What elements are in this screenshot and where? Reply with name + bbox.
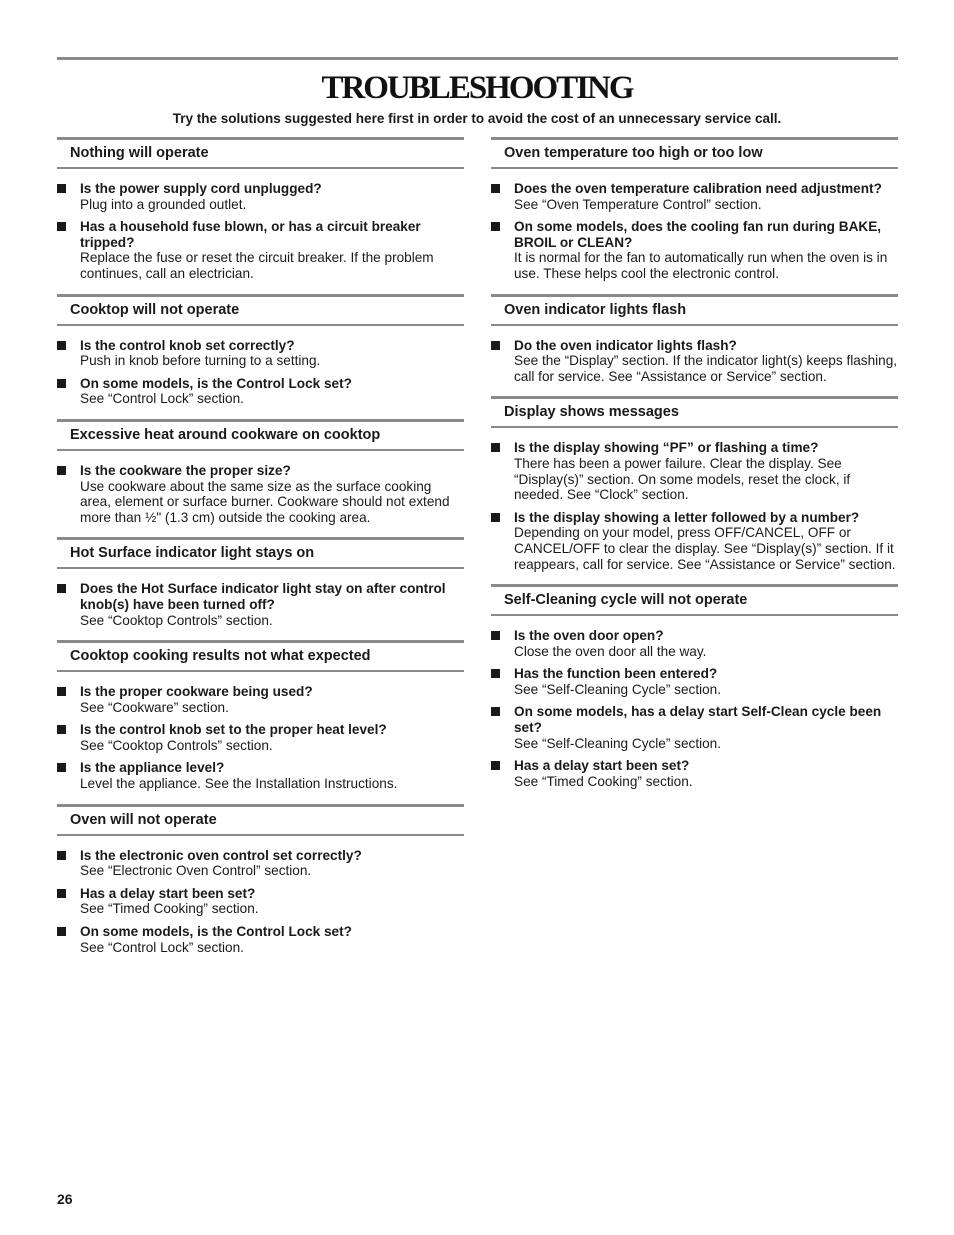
list-item (491, 219, 898, 281)
answer-text: See the “Display” section. If the indicator light(s) keeps flashing, call for service. See “Assistance or Service” section. (514, 353, 898, 384)
answer-text: See “Cooktop Controls” section. (80, 612, 273, 628)
question-text: On some models, is the Control Lock set? (80, 375, 352, 391)
answer-text: See “Self-Cleaning Cycle” section. (514, 681, 722, 697)
question-text: Is the display showing “PF” or flashing a time? (514, 440, 819, 456)
page-number: 26 (57, 1191, 73, 1207)
square-bullet-icon (57, 851, 66, 860)
question-text: Has a household fuse blown, or has a circuit breaker tripped? (80, 219, 421, 250)
answer-text: See “Timed Cooking” section. (514, 773, 693, 789)
list-item (491, 666, 898, 697)
answer-text: See “Control Lock” section. (80, 391, 244, 407)
square-bullet-icon (491, 631, 500, 640)
square-bullet-icon (57, 584, 66, 593)
answer-text: See “Cooktop Controls” section. (80, 737, 273, 753)
list-item (491, 510, 898, 572)
section-heading: Cooktop cooking results not what expected (57, 640, 464, 672)
list-item (491, 758, 898, 789)
top-rule (57, 57, 898, 60)
square-bullet-icon (491, 707, 500, 716)
left-column (57, 137, 464, 967)
square-bullet-icon (491, 443, 500, 452)
question-list (57, 463, 464, 525)
square-bullet-icon (57, 687, 66, 696)
section-heading: Oven will not operate (57, 804, 464, 836)
troubleshooting-section (57, 137, 464, 282)
list-item (491, 181, 898, 212)
list-item (57, 760, 464, 791)
question-list (57, 338, 464, 407)
section-heading: Excessive heat around cookware on cooktop (57, 419, 464, 451)
section-heading: Cooktop will not operate (57, 294, 464, 326)
troubleshooting-section (491, 584, 898, 789)
square-bullet-icon (57, 889, 66, 898)
question-list (57, 684, 464, 792)
question-list (57, 848, 464, 956)
square-bullet-icon (57, 466, 66, 475)
answer-text: See “Self-Cleaning Cycle” section. (514, 735, 722, 751)
square-bullet-icon (57, 184, 66, 193)
list-item (57, 463, 464, 525)
answer-text: Replace the fuse or reset the circuit breaker. If the problem continues, call an electrician. (80, 250, 434, 281)
section-heading: Display shows messages (491, 396, 898, 428)
troubleshooting-section (57, 294, 464, 407)
troubleshooting-section (57, 804, 464, 956)
section-heading: Oven temperature too high or too low (491, 137, 898, 169)
square-bullet-icon (491, 184, 500, 193)
question-text: On some models, does the cooling fan run during BAKE, BROIL or CLEAN? (514, 219, 882, 250)
question-text: Is the control knob set to the proper heat level? (80, 722, 387, 738)
answer-text: See “Control Lock” section. (80, 939, 244, 955)
troubleshooting-section (57, 419, 464, 525)
answer-text: Depending on your model, press OFF/CANCEL, OFF or CANCEL/OFF to clear the display. See “Display(s)” section. If it reappears, call for service. See “Assistance or Service” section. (514, 525, 896, 572)
list-item (491, 338, 898, 385)
square-bullet-icon (491, 761, 500, 770)
list-item (57, 219, 464, 281)
list-item (57, 376, 464, 407)
list-item (57, 581, 464, 628)
answer-text: See “Cookware” section. (80, 699, 229, 715)
question-text: Is the appliance level? (80, 760, 225, 776)
right-column (491, 137, 898, 801)
answer-text: Close the oven door all the way. (514, 643, 707, 659)
question-list (491, 440, 898, 572)
square-bullet-icon (57, 222, 66, 231)
list-item (57, 924, 464, 955)
list-item (57, 722, 464, 753)
question-list (491, 628, 898, 789)
question-text: Do the oven indicator lights flash? (514, 337, 737, 353)
list-item (491, 440, 898, 502)
question-text: Has a delay start been set? (80, 885, 256, 901)
answer-text: It is normal for the fan to automatically run when the oven is in use. These helps cool the electronic control. (514, 250, 888, 281)
list-item (491, 704, 898, 751)
answer-text: There has been a power failure. Clear the display. See “Display(s)” section. On some models, reset the clock, if needed. See “Clock” section. (514, 455, 851, 503)
question-text: Is the power supply cord unplugged? (80, 181, 322, 196)
list-item (57, 848, 464, 879)
troubleshooting-section (57, 537, 464, 628)
question-text: Is the cookware the proper size? (80, 462, 291, 478)
square-bullet-icon (57, 725, 66, 734)
section-heading: Oven indicator lights flash (491, 294, 898, 326)
question-list (491, 181, 898, 282)
troubleshooting-section (57, 640, 464, 792)
question-text: Does the Hot Surface indicator light stay on after control knob(s) have been turned off? (80, 581, 446, 612)
question-text: Has the function been entered? (514, 666, 718, 682)
square-bullet-icon (57, 341, 66, 350)
list-item (57, 338, 464, 369)
troubleshooting-section (491, 396, 898, 572)
answer-text: See “Oven Temperature Control” section. (514, 196, 762, 212)
question-text: Does the oven temperature calibration need adjustment? (514, 181, 882, 196)
answer-text: See “Timed Cooking” section. (80, 901, 259, 917)
section-heading: Self-Cleaning cycle will not operate (491, 584, 898, 616)
answer-text: Push in knob before turning to a setting. (80, 353, 321, 369)
answer-text: Level the appliance. See the Installation Instructions. (80, 776, 398, 792)
answer-text: See “Electronic Oven Control” section. (80, 863, 312, 879)
page-title: TROUBLESHOOTING (321, 70, 633, 106)
question-list (57, 581, 464, 628)
troubleshooting-section (491, 137, 898, 282)
answer-text: Use cookware about the same size as the surface cooking area, element or surface burner. Cookware should not extend more than ½" (1.3 cm) outside the cooking area. (80, 478, 450, 525)
list-item (57, 886, 464, 917)
square-bullet-icon (57, 763, 66, 772)
question-text: On some models, is the Control Lock set? (80, 924, 352, 940)
question-text: Is the oven door open? (514, 628, 664, 644)
question-list (491, 338, 898, 385)
square-bullet-icon (491, 669, 500, 678)
list-item (57, 181, 464, 212)
question-text: Has a delay start been set? (514, 758, 690, 774)
section-heading: Hot Surface indicator light stays on (57, 537, 464, 569)
question-list (57, 181, 464, 282)
question-text: Is the electronic oven control set correctly? (80, 847, 362, 863)
square-bullet-icon (57, 379, 66, 388)
question-text: Is the display showing a letter followed by a number? (514, 509, 860, 525)
intro-text: Try the solutions suggested here first in order to avoid the cost of an unnecessary service call. (172, 111, 782, 126)
answer-text: Plug into a grounded outlet. (80, 196, 247, 212)
square-bullet-icon (491, 341, 500, 350)
troubleshooting-section (491, 294, 898, 385)
square-bullet-icon (57, 927, 66, 936)
question-text: On some models, has a delay start Self-Clean cycle been set? (514, 704, 882, 736)
list-item (491, 628, 898, 659)
question-text: Is the proper cookware being used? (80, 684, 313, 700)
list-item (57, 684, 464, 715)
square-bullet-icon (491, 513, 500, 522)
section-heading: Nothing will operate (57, 137, 464, 169)
question-text: Is the control knob set correctly? (80, 337, 295, 353)
square-bullet-icon (491, 222, 500, 231)
